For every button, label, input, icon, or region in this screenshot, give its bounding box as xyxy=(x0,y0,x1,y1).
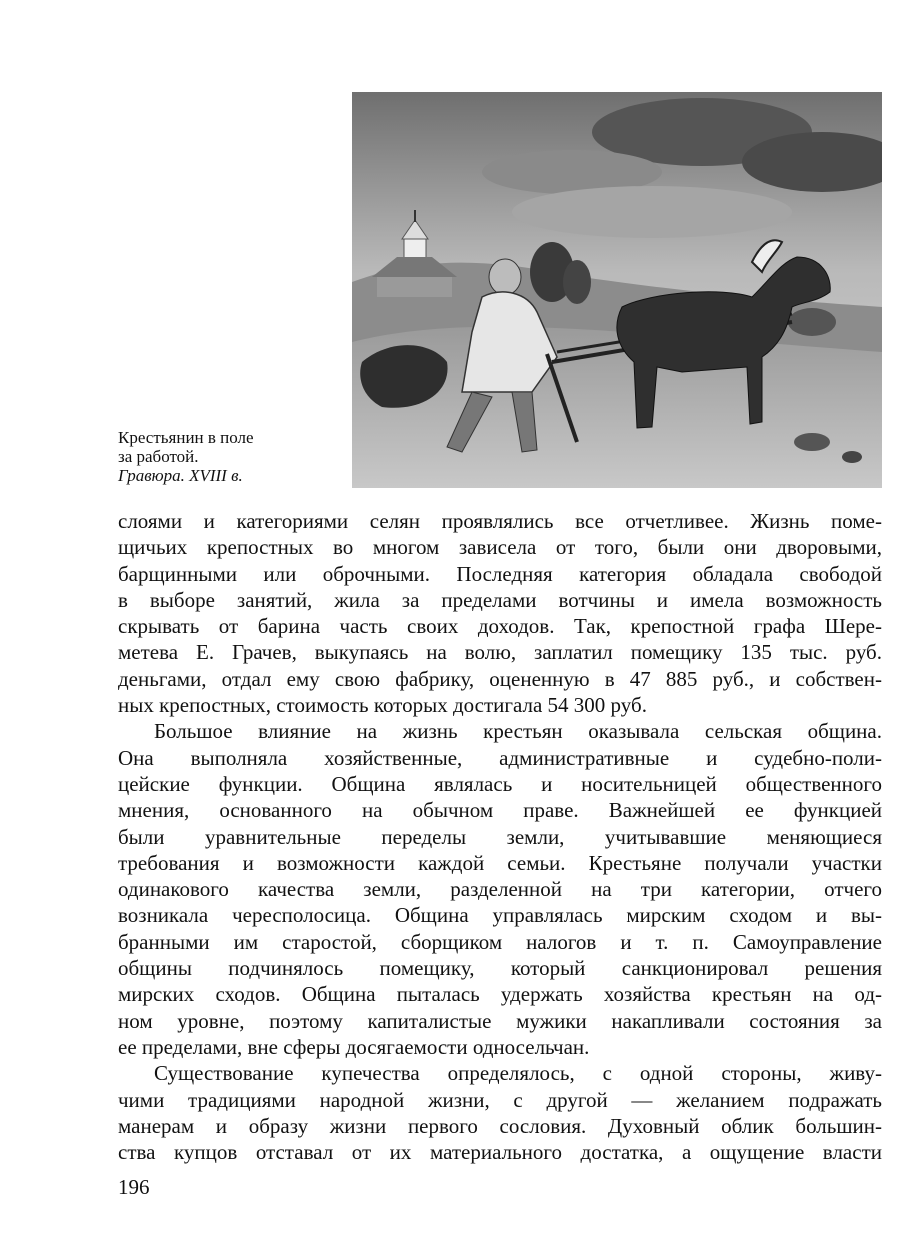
text-line: были уравнительные переделы земли, учитывавшие меняющиеся xyxy=(118,824,882,849)
text-line: Она выполняла хозяйственные, административные и судебно-поли- xyxy=(118,745,882,770)
paragraph xyxy=(118,1060,882,1165)
text-line: деньгами, отдал ему свою фабрику, оцененную в 47 885 руб., и собствен- xyxy=(118,666,882,691)
paragraph xyxy=(118,508,882,718)
body-text xyxy=(118,508,882,1165)
paragraph xyxy=(118,718,882,1060)
page-number: 196 xyxy=(118,1175,150,1199)
text-line: слоями и категориями селян проявлялись все отчетливее. Жизнь поме- xyxy=(118,509,882,533)
text-line: в выборе занятий, жила за пределами вотчины и имела возможность xyxy=(118,587,882,612)
text-line: требования и возможности каждой семьи. Крестьяне получали участки xyxy=(118,850,882,875)
text-line: возникала чересполосица. Община управлялась мирским сходом и вы- xyxy=(118,903,882,928)
engraving-illustration xyxy=(352,92,882,488)
text-line: метева Е. Грачев, выкупаясь на волю, заплатил помещику 135 тыс. руб. xyxy=(118,640,882,665)
text-line: манерам и образу жизни первого сословия. Духовный облик большин- xyxy=(118,1113,882,1138)
text-line: Большое влияние на жизнь крестьян оказывала сельская община. xyxy=(154,719,882,744)
text-line: мнения, основанного на обычном праве. Важнейшей ее функцией xyxy=(118,798,882,823)
text-line: ее пределами, вне сферы досягаемости односельчан. xyxy=(118,1034,590,1059)
text-line: ства купцов отставал от их материального достатка, а ощущение власти xyxy=(118,1140,882,1165)
text-line: Существование купечества определялось, с одной стороны, живу- xyxy=(154,1061,882,1086)
caption-line: Крестьянин в поле xyxy=(118,428,254,447)
text-line: бранными им старостой, сборщиком налогов и т. п. Самоуправление xyxy=(118,929,882,954)
text-line: ном уровне, поэтому капиталистые мужики накапливали состояния за xyxy=(118,1008,882,1033)
engraving-peasant-plowing-icon xyxy=(352,92,882,488)
caption-line: за работой. xyxy=(118,447,199,466)
text-line: общины подчинялось помещику, который санкционировал решения xyxy=(118,956,882,981)
text-line: мирских сходов. Община пыталась удержать хозяйства крестьян на од- xyxy=(118,982,882,1007)
caption-source: Гравюра. XVIII в. xyxy=(118,466,243,485)
text-line: скрывать от барина часть своих доходов. Так, крепостной графа Шере- xyxy=(118,614,882,639)
text-line: одинакового качества земли, разделенной на три категории, отчего xyxy=(118,877,882,902)
text-line: цейские функции. Община являлась и носительницей общественного xyxy=(118,771,882,796)
text-line: щичьих крепостных во многом зависела от того, были они дворовыми, xyxy=(118,535,882,560)
text-line: барщинными или оброчными. Последняя категория обладала свободой xyxy=(118,561,882,586)
figure-caption xyxy=(118,428,328,485)
text-line: ных крепостных, стоимость которых достигала 54 300 руб. xyxy=(118,693,647,718)
text-line: чими традициями народной жизни, с другой — желанием подражать xyxy=(118,1087,882,1112)
